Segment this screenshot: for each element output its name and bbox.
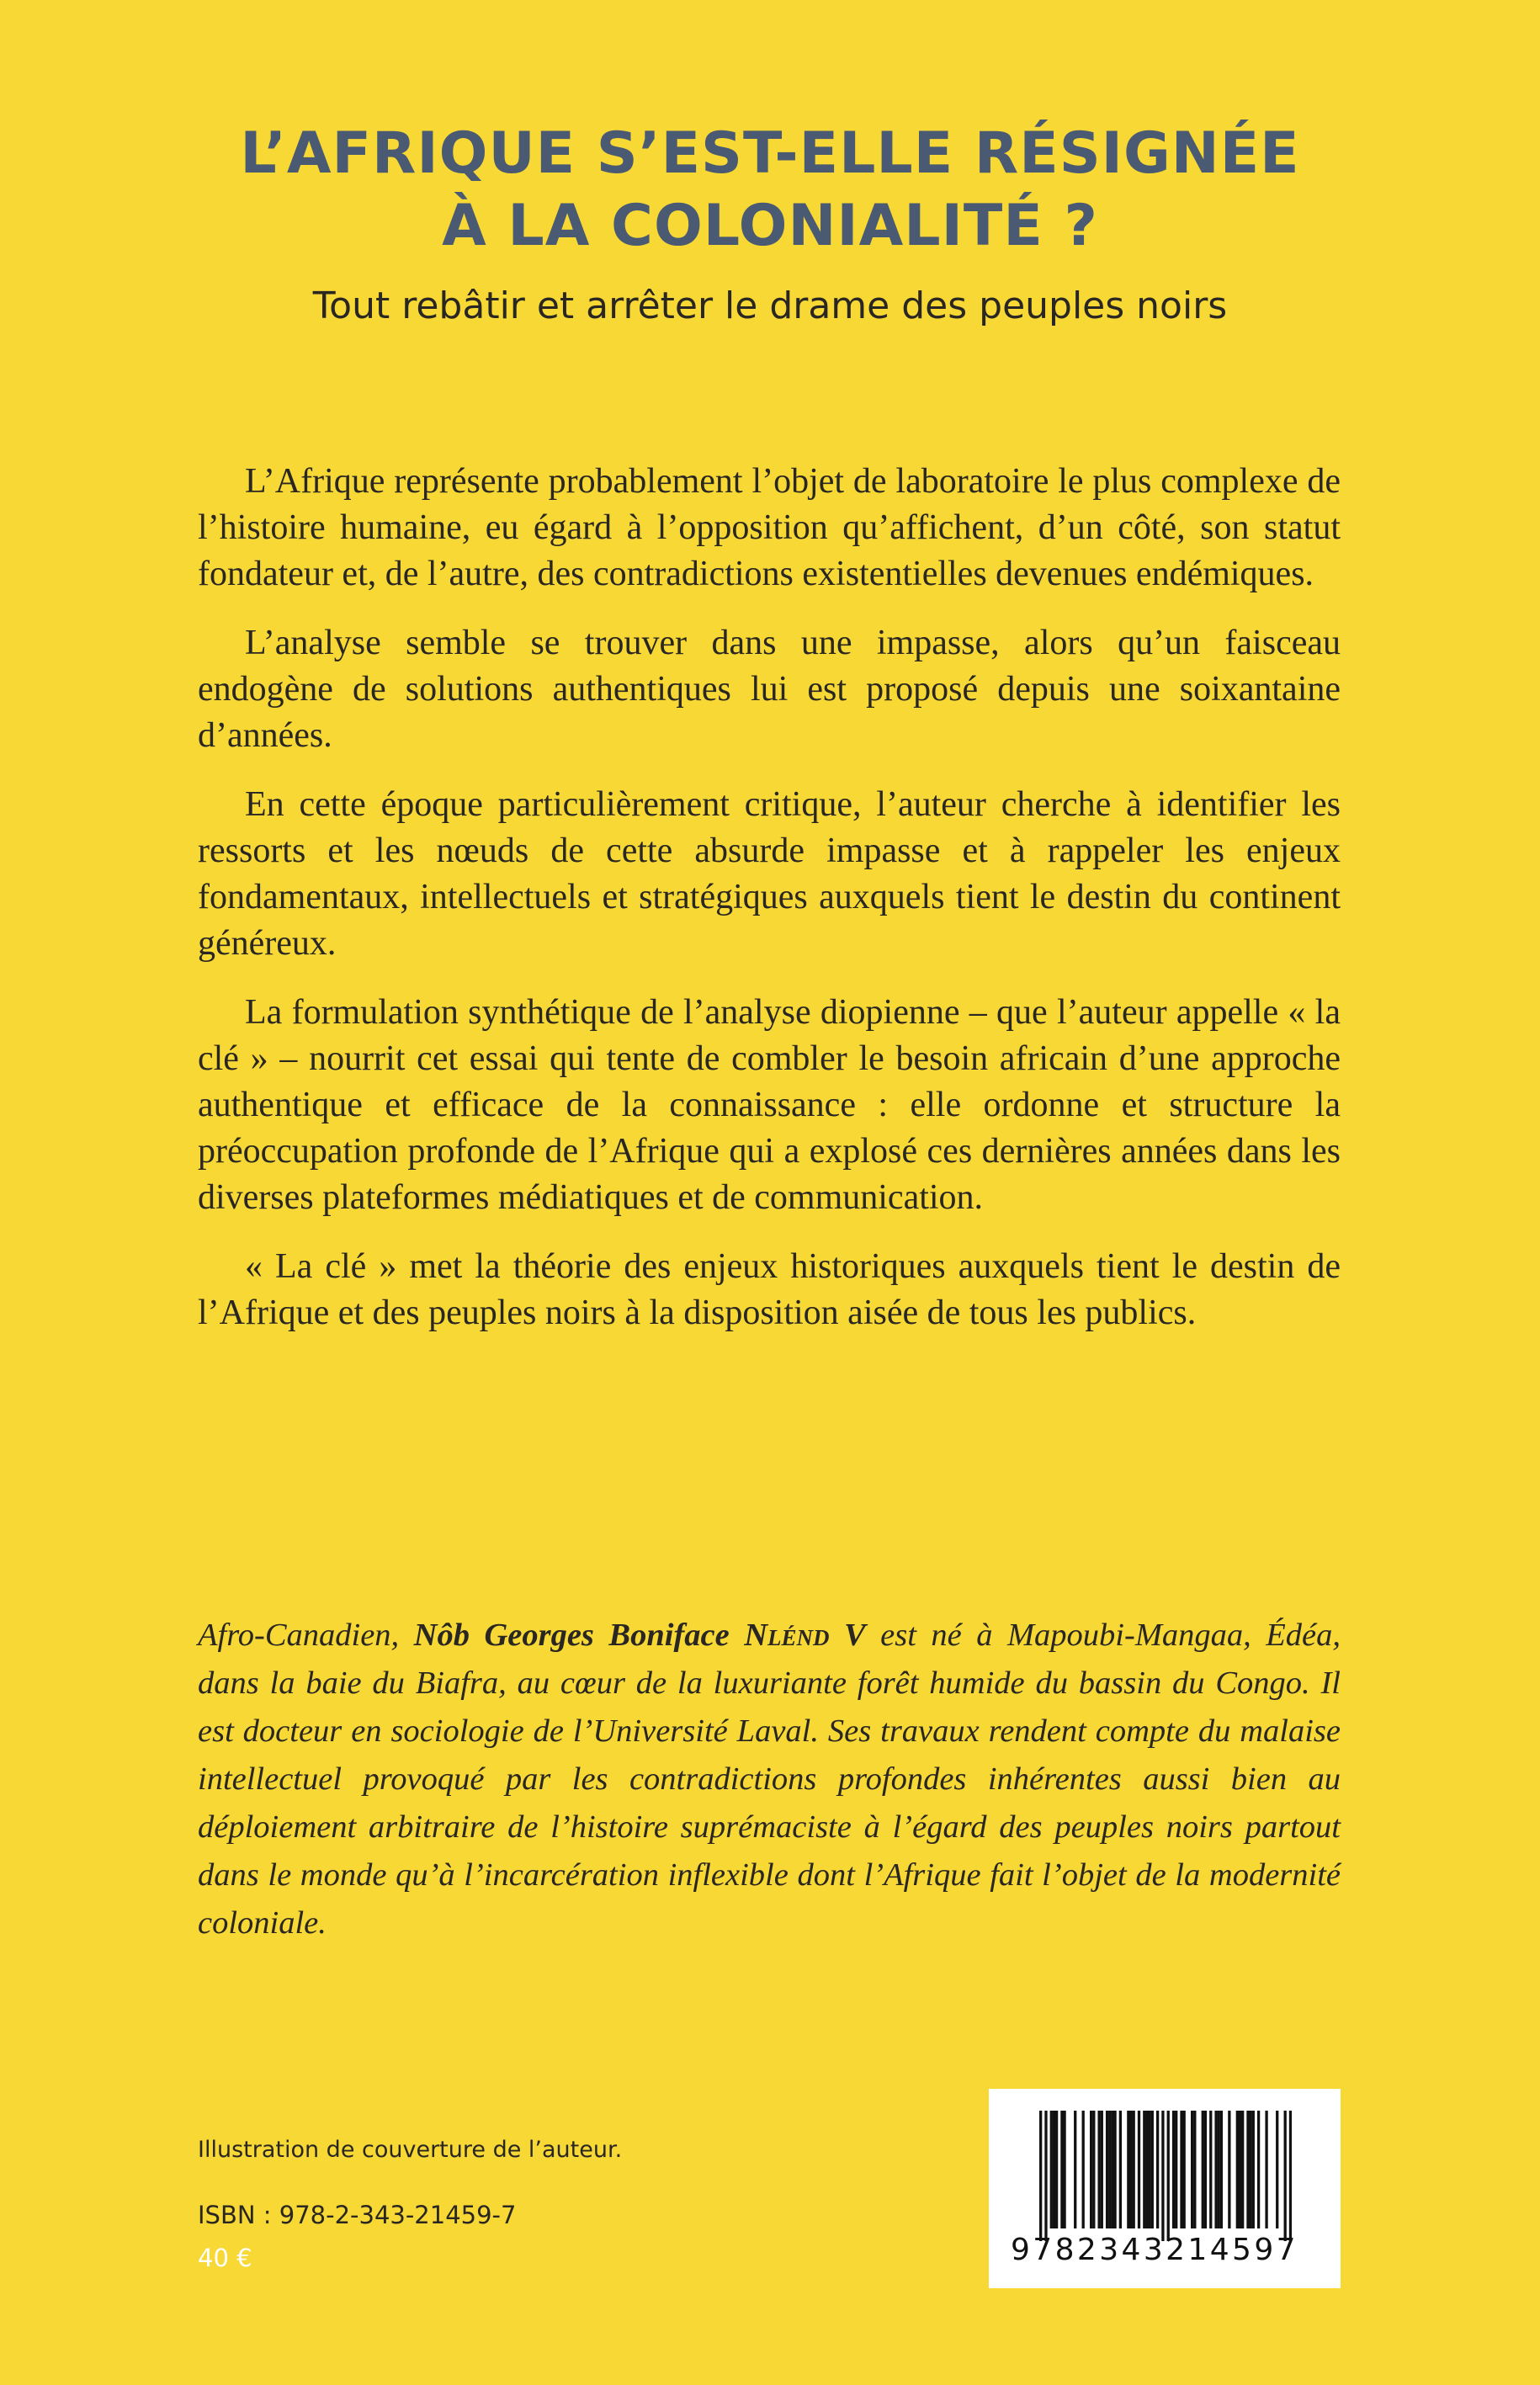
barcode-bar xyxy=(1101,2111,1103,2228)
barcode-bar xyxy=(1133,2111,1135,2228)
barcode-bar xyxy=(1161,2111,1164,2241)
blurb-paragraph-5: « La clé » met la théorie des enjeux historiques auxquels tient le destin de l’Afrique et des peuples noirs à la disposition aisée de tous les publics. xyxy=(198,1247,1341,1332)
book-title-line-1: L’AFRIQUE S’EST-ELLE RÉSIGNÉE xyxy=(240,120,1300,187)
barcode-bar xyxy=(1241,2111,1244,2228)
author-bio-prefix: Afro-Canadien, xyxy=(198,1617,414,1653)
barcode-digits: 9782343214597 xyxy=(1011,2233,1298,2267)
barcode-bar xyxy=(1183,2111,1186,2228)
isbn: ISBN : 978-2-343-21459-7 xyxy=(198,2201,517,2229)
barcode-bar xyxy=(1204,2111,1207,2228)
barcode-bar xyxy=(1209,2111,1212,2228)
blurb-paragraph-3: En cette époque particulièrement critique, l’auteur cherche à identifier les ressorts et les nœuds de cette absurde impasse et à rappeler les enjeux fondamentaux, intellectuels et stratégiques auxquels tient le destin du continent généreux. xyxy=(198,785,1341,963)
barcode-bar xyxy=(1092,2111,1095,2228)
book-title-line-2: À LA COLONIALITÉ ? xyxy=(442,193,1098,259)
barcode-bar xyxy=(1239,2111,1241,2228)
barcode-bar xyxy=(1053,2111,1055,2228)
barcode-bar xyxy=(1044,2111,1047,2241)
barcode-bar xyxy=(1050,2111,1053,2228)
barcode-bar xyxy=(1228,2111,1230,2228)
author-bio xyxy=(198,1612,1341,1947)
barcode-bar xyxy=(1246,2111,1249,2228)
barcode-bar xyxy=(1090,2111,1092,2228)
barcode-bar xyxy=(1218,2111,1220,2228)
author-bio-text: est né à Mapoubi-Mangaa, Édéa, dans la baie du Biafra, au cœur de la luxuriante forêt humide du bassin du Congo. Il est docteur en sociologie de l’Université Laval. Ses travaux rendent compte du malaise intellectuel provoqué par les contradictions profondes inhérentes aussi bien au déploiement arbitraire de l’histoire suprémaciste à l’égard des peuples noirs partout dans le monde qu’à l’incarcération inflexible dont l’Afrique fait l’objet de la modernité coloniale. xyxy=(198,1617,1341,1941)
barcode-bar xyxy=(1060,2111,1063,2228)
barcode-bar xyxy=(1113,2111,1116,2228)
barcode-bar xyxy=(1074,2111,1076,2228)
barcode-bar xyxy=(1145,2111,1148,2228)
book-title xyxy=(0,118,1540,263)
barcode-bar xyxy=(1252,2111,1255,2228)
book-subtitle: Tout rebâtir et arrêter le drame des peuples noirs xyxy=(312,284,1228,327)
barcode-bar xyxy=(1129,2111,1132,2228)
barcode-bar xyxy=(1055,2111,1058,2228)
barcode-bar xyxy=(1175,2111,1177,2228)
barcode-bar xyxy=(1106,2111,1108,2228)
barcode-bar xyxy=(1180,2111,1182,2228)
blurb-paragraph-4: La formulation synthétique de l’analyse diopienne – que l’auteur appelle « la clé » – nourrit cet essai qui tente de combler le besoin africain d’une approche authentique et efficace de la connaissance : elle ordonne et structure la préoccupation profonde de l’Afrique qui a explosé ces dernières années dans les diverses plateformes médiatiques et de communication. xyxy=(198,993,1341,1217)
barcode-bar xyxy=(1214,2111,1217,2228)
barcode-bar xyxy=(1167,2111,1170,2241)
barcode-bar xyxy=(1284,2111,1287,2241)
barcode-bar xyxy=(1151,2111,1154,2228)
barcode-icon xyxy=(1039,2111,1292,2241)
price: 40 € xyxy=(198,2244,252,2272)
barcode-bar xyxy=(1236,2111,1239,2228)
barcode-bar xyxy=(1193,2111,1196,2228)
cover-illustration-credit: Illustration de couverture de l’auteur. xyxy=(198,2137,623,2163)
barcode-bar xyxy=(1249,2111,1251,2228)
blurb-paragraph-1: L’Afrique représente probablement l’objet de laboratoire le plus complexe de l’histoire humaine, eu égard à l’opposition qu’affichent, d’un côté, son statut fondateur et, de l’autre, des contradictions existentielles devenues endémiques. xyxy=(198,462,1341,593)
barcode-bar xyxy=(1265,2111,1267,2228)
barcode-bar xyxy=(1191,2111,1193,2228)
barcode-bar xyxy=(1138,2111,1140,2228)
barcode-bar xyxy=(1143,2111,1145,2228)
barcode-box xyxy=(989,2089,1341,2288)
barcode-bar xyxy=(1082,2111,1085,2228)
barcode-bar xyxy=(1097,2111,1100,2228)
author-name-suffix: Nlénd V xyxy=(744,1617,866,1653)
barcode-bar xyxy=(1202,2111,1204,2228)
barcode-bar xyxy=(1257,2111,1260,2228)
barcode-bar xyxy=(1220,2111,1223,2228)
barcode-bar xyxy=(1276,2111,1278,2228)
barcode-bar xyxy=(1111,2111,1113,2228)
author-name: Nôb Georges Boniface xyxy=(413,1617,745,1653)
barcode-bar xyxy=(1172,2111,1175,2228)
barcode-bar xyxy=(1039,2111,1042,2241)
blurb xyxy=(198,459,1341,1359)
barcode-bar xyxy=(1156,2111,1159,2228)
barcode-bar xyxy=(1127,2111,1129,2228)
barcode-bar xyxy=(1119,2111,1122,2228)
blurb-paragraph-2: L’analyse semble se trouver dans une impasse, alors qu’un faisceau endogène de solutions authentiques lui est proposé depuis une soixantaine d’années. xyxy=(198,624,1341,755)
barcode-bar xyxy=(1148,2111,1150,2228)
barcode-bar xyxy=(1063,2111,1065,2228)
barcode-bar xyxy=(1289,2111,1292,2241)
barcode-bar xyxy=(1108,2111,1111,2228)
